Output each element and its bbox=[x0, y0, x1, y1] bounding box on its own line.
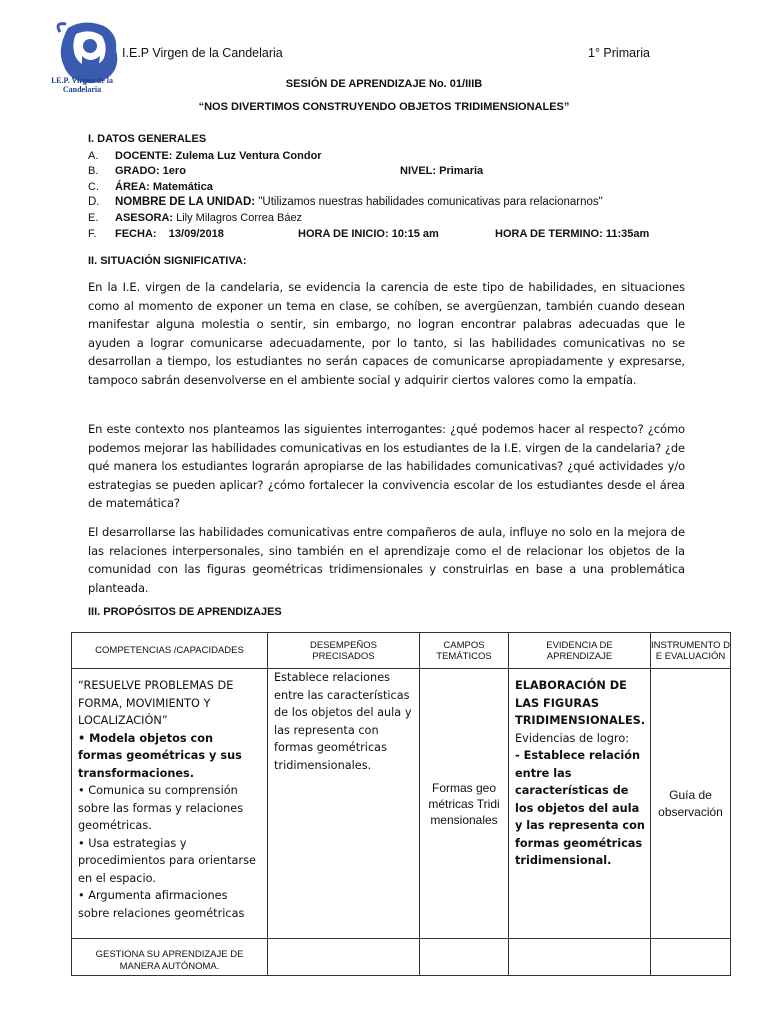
situacion-paragraph-2: En este contexto nos planteamos las siguientes interrogantes: ¿qué podemos hacer al respecto? ¿cómo podemos mejorar las habilidades comunicativas en los estudiantes de la I.E. virgen de la candelaria? ¿de qué manera los estudiantes lograrán apropiarse de las habilidades comunicativas? ¿qué actividades y/o estrategias se pueden aplicar? ¿cómo fortalecer la convivencia escolar de los estudiantes desde el área de matemática? bbox=[88, 422, 685, 511]
evidencia-title: ELABORACIÓN DE LAS FIGURAS TRIDIMENSIONALES. bbox=[515, 679, 646, 727]
area-row: C. ÁREA: Matemática bbox=[88, 181, 213, 193]
situacion-paragraph-1: En la I.E. virgen de la candelaria, se evidencia la carencia de este tipo de habilidades, en situaciones como al momento de exponer un tema en clase, se cohíben, se avergüenzan, también cuando desean manifestar alguna molestia o sentir, sin embargo, no logran encontrar palabras adecuadas que le ayuden a lograr comunicarse adecuadamente, por lo tanto, si las habilidades comunicativas no se desarrollan a tiempo, los estudiantes no serán capaces de comunicarse apropiadamente y expresarse, tampoco sabrán desenvolverse en el ambiente social y adquirir ciertos valores como la empatía. bbox=[88, 280, 685, 387]
propositos-heading: III. PROPÓSITOS DE APRENDIZAJES bbox=[88, 606, 282, 618]
empty-cell bbox=[651, 939, 731, 976]
campo-text: Formas geométricas Tridimensionales bbox=[428, 780, 500, 827]
session-name: “NOS DIVERTIMOS CONSTRUYENDO OBJETOS TRIDIMENSIONALES” bbox=[198, 101, 570, 113]
nivel-row: NIVEL: Primaria bbox=[400, 165, 484, 177]
header-desempenos: DESEMPEÑOS PRECISADOS bbox=[268, 633, 420, 669]
competencia-cell bbox=[72, 669, 268, 939]
evidencia-text: - Establece relación entre las características de los objetos del aula y las representa con formas geométricas tridimensional. bbox=[515, 749, 645, 867]
competencia-title: “RESUELVE PROBLEMAS DE FORMA, MOVIMIENTO Y LOCALIZACIÓN” bbox=[78, 679, 234, 727]
empty-cell bbox=[509, 939, 651, 976]
table-row bbox=[72, 669, 731, 939]
docente-row: A. DOCENTE: Zulema Luz Ventura Condor bbox=[88, 150, 322, 162]
empty-cell bbox=[420, 939, 509, 976]
termino-row: HORA DE TERMINO: 11:35am bbox=[495, 228, 650, 240]
empty-cell bbox=[268, 939, 420, 976]
grado-row: B. GRADO: 1ero bbox=[88, 165, 186, 177]
header-competencias: COMPETENCIAS /CAPACIDADES bbox=[72, 633, 268, 669]
header-instrumento: INSTRUMENTO DE EVALUACIÓN bbox=[651, 633, 731, 669]
inicio-row: HORA DE INICIO: 10:15 am bbox=[298, 228, 439, 240]
desempeno-cell: Establece relaciones entre las características de los objetos del aula y las representa con formas geométricas tridimensionales. bbox=[268, 669, 420, 939]
evidencia-cell bbox=[509, 669, 651, 939]
competencia-gestiona: GESTIONA SU APRENDIZAJE DE MANERA AUTÓNOMA. bbox=[72, 939, 268, 976]
capacidad-item: • Argumenta afirmaciones sobre relaciones geométricas bbox=[78, 889, 245, 920]
session-title: SESIÓN DE APRENDIZAJE No. 01/IIIB bbox=[285, 78, 483, 90]
table-header-row bbox=[72, 633, 731, 669]
grade-level: 1° Primaria bbox=[588, 46, 650, 60]
school-name: I.E.P Virgen de la Candelaria bbox=[122, 46, 283, 60]
header-campos: CAMPOS TEMÁTICOS bbox=[420, 633, 509, 669]
instrumento-cell: Guía de observación bbox=[651, 669, 731, 939]
capacidad-item: • Usa estrategias y procedimientos para orientarse en el espacio. bbox=[78, 836, 256, 885]
capacidad-item: • Comunica su comprensión sobre las formas y relaciones geométricas. bbox=[78, 784, 244, 832]
capacidad-item: • Modela objetos con formas geométricas y sus transformaciones. bbox=[78, 731, 242, 780]
situacion-heading: II. SITUACIÓN SIGNIFICATIVA: bbox=[88, 255, 247, 267]
propositos-table bbox=[71, 632, 731, 976]
datos-heading: I. DATOS GENERALES bbox=[88, 133, 207, 145]
header-evidencia: EVIDENCIA DE APRENDIZAJE bbox=[509, 633, 651, 669]
campo-cell bbox=[420, 669, 509, 939]
logo-caption: I.E.P. Virgen de la Candelaria bbox=[51, 76, 113, 94]
table-row bbox=[72, 939, 731, 976]
situacion-paragraph-3: El desarrollarse las habilidades comunicativas entre compañeros de aula, influye no solo en la mejora de las relaciones interpersonales, sino también en el aprendizaje como el de relacionar los objetos de la comunidad con las figuras geométricas tridimensionales y construirlas en base a una problemática planteada. bbox=[88, 525, 685, 595]
fecha-row: F. FECHA: 13/09/2018 bbox=[88, 228, 224, 240]
unidad-row: D. NOMBRE DE LA UNIDAD: "Utilizamos nuestras habilidades comunicativas para relacionarnos" bbox=[88, 196, 603, 208]
evidencia-label: Evidencias de logro: bbox=[515, 731, 630, 745]
asesora-row: E. ASESORA: Lily Milagros Correa Báez bbox=[88, 212, 303, 224]
